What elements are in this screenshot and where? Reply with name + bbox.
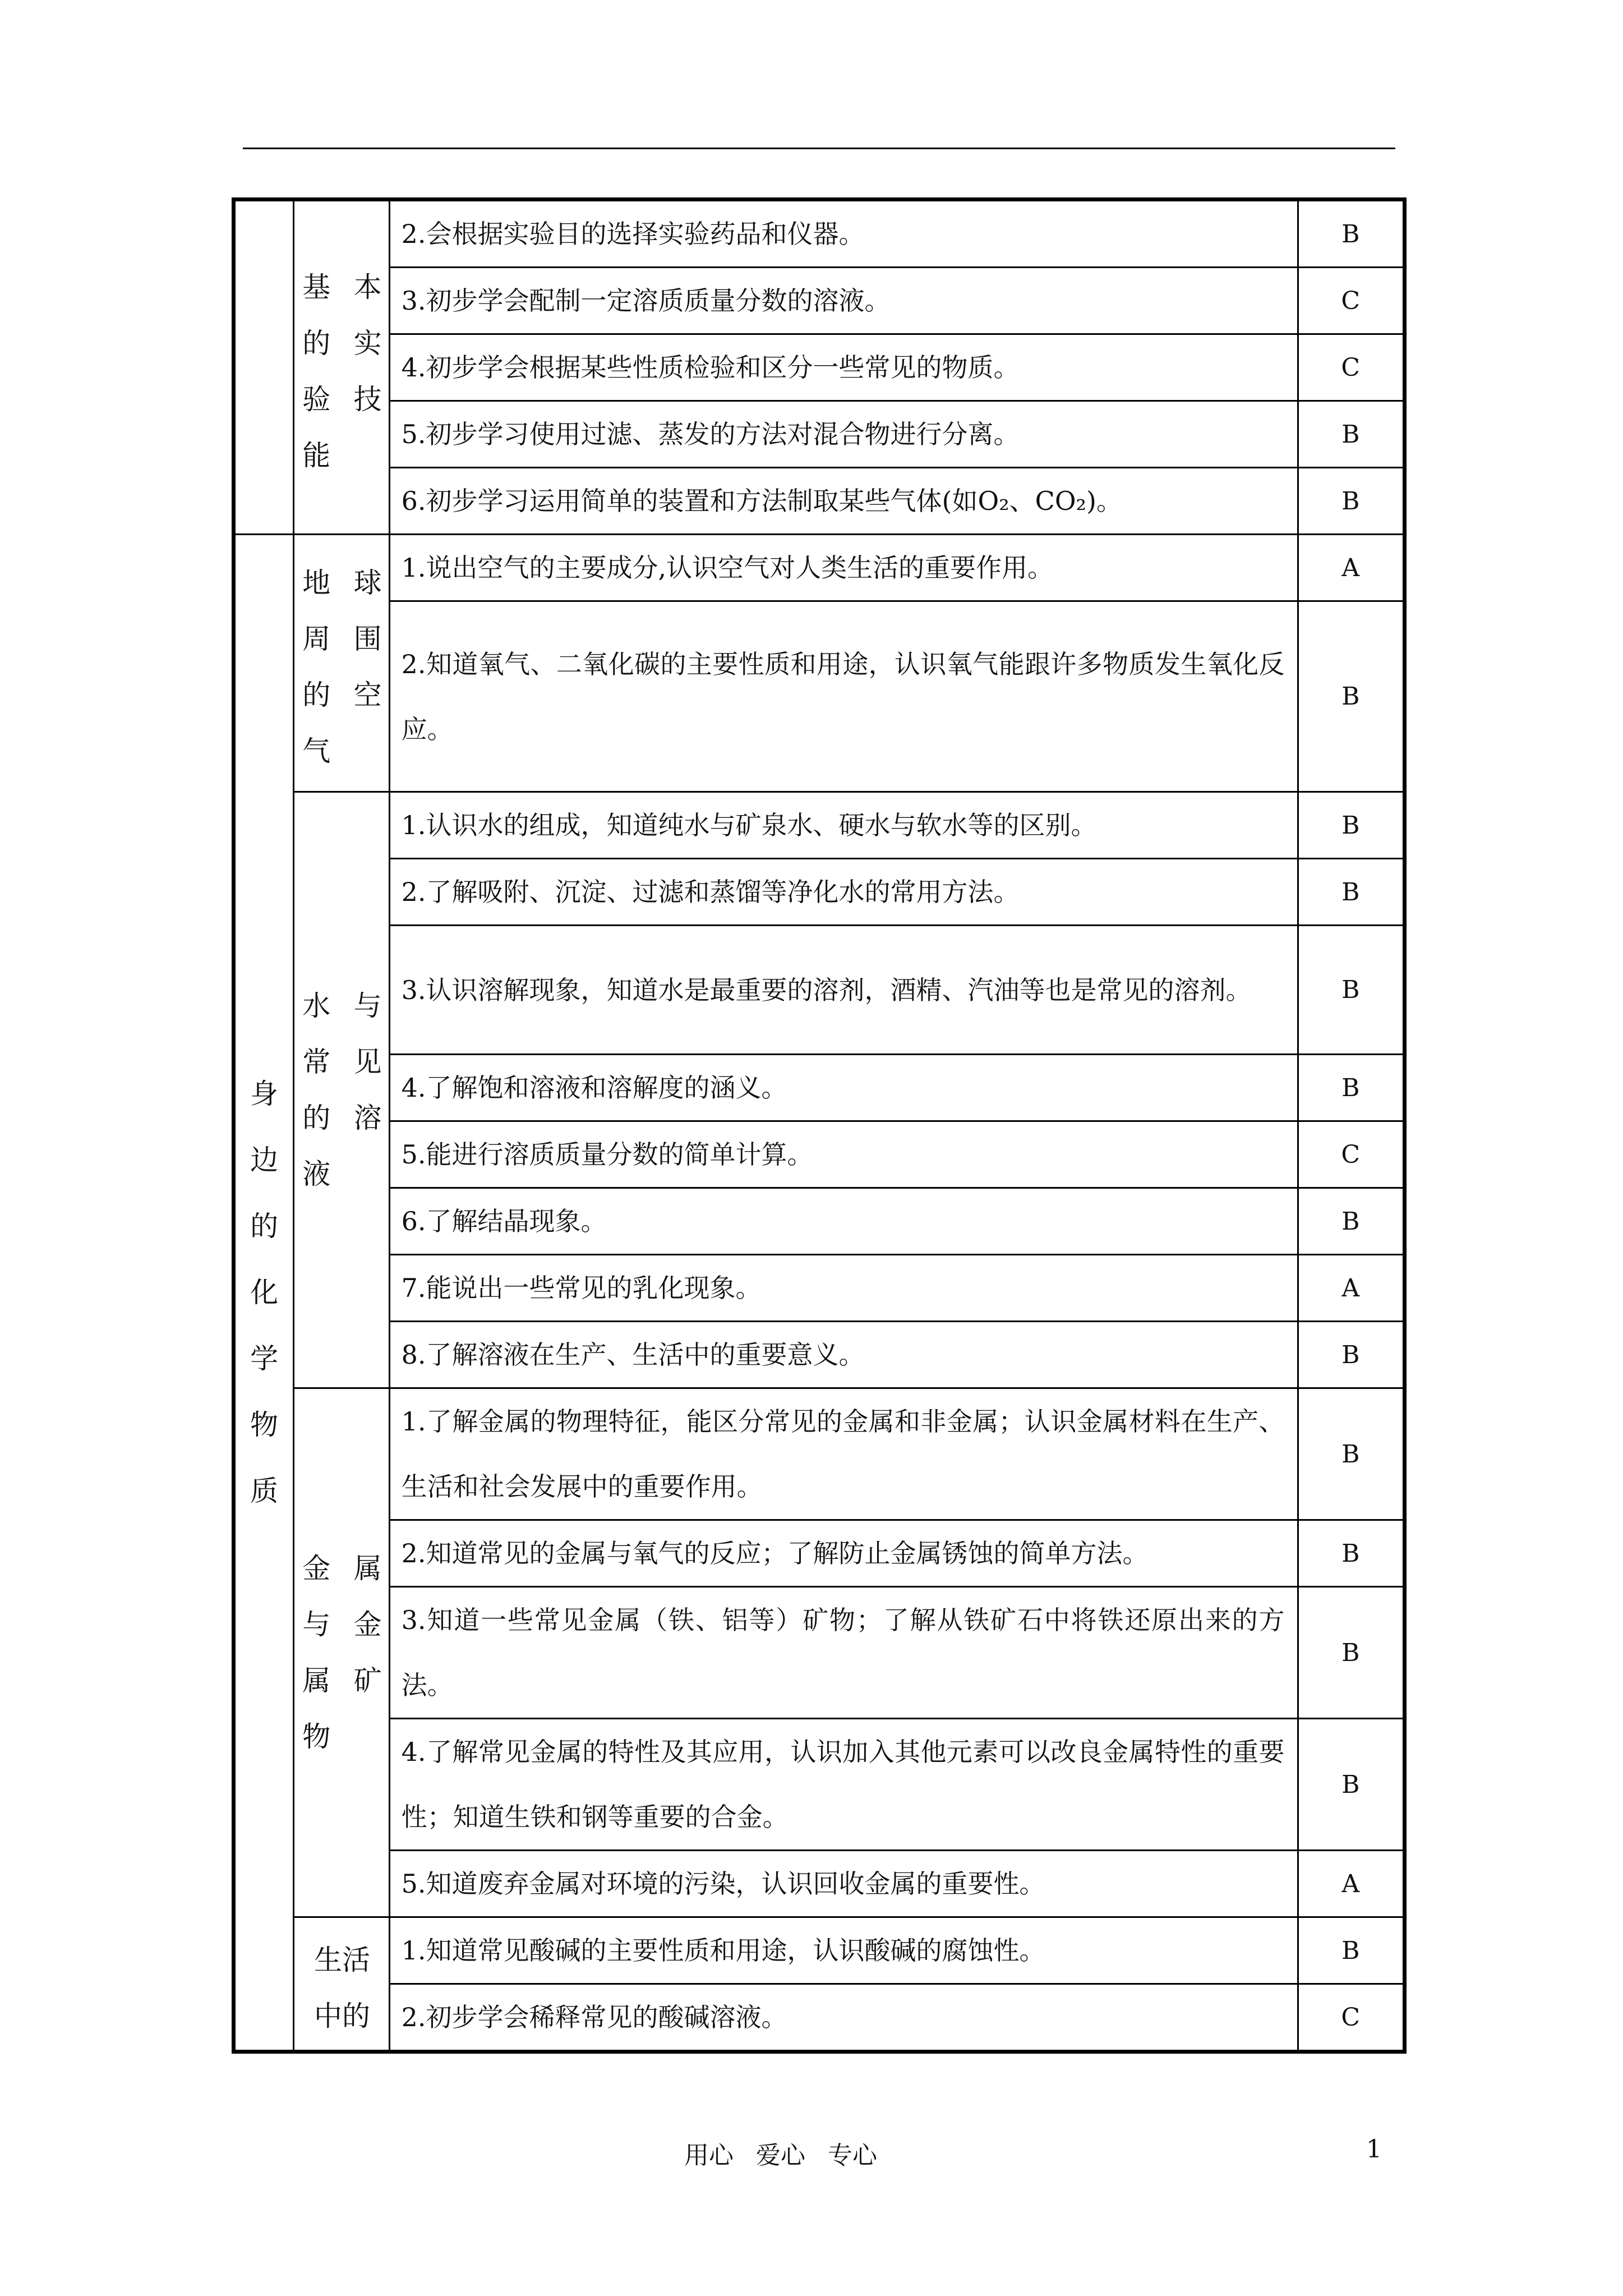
topic-char: 生活 bbox=[313, 1943, 370, 1976]
topic-char: 水 bbox=[302, 990, 331, 1022]
topic-char: 技 bbox=[353, 383, 382, 416]
level-badge: B bbox=[1298, 1917, 1404, 1984]
topic-char: 能 bbox=[302, 439, 331, 472]
requirement-text: 1.了解金属的物理特征，能区分常见的金属和非金属；认识金属材料在生产、生活和社会发展中的重要作用。 bbox=[389, 1388, 1298, 1520]
header-rule bbox=[243, 148, 1395, 149]
category-char: 化 bbox=[250, 1276, 279, 1309]
requirement-text: 8.了解溶液在生产、生活中的重要意义。 bbox=[389, 1322, 1298, 1388]
table-row bbox=[234, 792, 1405, 859]
level-badge: B bbox=[1298, 468, 1404, 535]
requirement-text: 5.能进行溶质质量分数的简单计算。 bbox=[389, 1121, 1298, 1188]
topic-char: 金 bbox=[302, 1552, 331, 1585]
topic-cell bbox=[294, 200, 389, 535]
topic-char: 验 bbox=[302, 383, 331, 416]
level-badge: B bbox=[1298, 926, 1404, 1055]
topic-char: 物 bbox=[302, 1720, 331, 1753]
page-number: 1 bbox=[1366, 2135, 1382, 2164]
topic-char: 液 bbox=[302, 1158, 331, 1190]
requirement-text: 3.初步学会配制一定溶质质量分数的溶液。 bbox=[389, 268, 1298, 334]
topic-char: 的 bbox=[302, 327, 331, 360]
topic-char: 空 bbox=[353, 679, 382, 711]
table-row bbox=[234, 1917, 1405, 1984]
level-badge: A bbox=[1298, 535, 1404, 601]
category-char: 质 bbox=[250, 1475, 279, 1507]
topic-char: 矿 bbox=[353, 1664, 382, 1697]
topic-label bbox=[302, 555, 381, 779]
table-row bbox=[234, 926, 1405, 1055]
level-badge: B bbox=[1298, 1587, 1404, 1719]
requirement-text: 1.认识水的组成，知道纯水与矿泉水、硬水与软水等的区别。 bbox=[389, 792, 1298, 859]
topic-char: 的 bbox=[302, 679, 331, 711]
topic-char: 周 bbox=[302, 623, 331, 655]
category-char: 身 bbox=[250, 1078, 279, 1110]
curriculum-standards-table bbox=[232, 197, 1407, 2054]
table-row bbox=[234, 1520, 1405, 1587]
table-row bbox=[234, 468, 1405, 535]
topic-char: 实 bbox=[353, 327, 382, 360]
level-badge: C bbox=[1298, 1121, 1404, 1188]
level-badge: B bbox=[1298, 859, 1404, 926]
requirement-text: 2.初步学会稀释常见的酸碱溶液。 bbox=[389, 1984, 1298, 2052]
topic-label bbox=[302, 259, 381, 484]
level-badge: B bbox=[1298, 1520, 1404, 1587]
level-badge: B bbox=[1298, 1055, 1404, 1121]
level-badge: B bbox=[1298, 1188, 1404, 1255]
table-row bbox=[234, 1188, 1405, 1255]
topic-char: 本 bbox=[353, 271, 382, 303]
topic-cell bbox=[294, 535, 389, 792]
footer-word: 专心 bbox=[828, 2141, 877, 2170]
topic-char: 球 bbox=[353, 567, 382, 599]
category-cell bbox=[234, 535, 294, 2052]
level-badge: B bbox=[1298, 401, 1404, 468]
footer-word: 用心 bbox=[684, 2141, 734, 2170]
requirement-text: 4.了解饱和溶液和溶解度的涵义。 bbox=[389, 1055, 1298, 1121]
footer-motto bbox=[684, 2135, 877, 2171]
topic-char: 金 bbox=[353, 1608, 382, 1641]
requirement-text: 5.知道废弃金属对环境的污染，认识回收金属的重要性。 bbox=[389, 1851, 1298, 1917]
topic-char: 溶 bbox=[353, 1102, 382, 1134]
footer-word: 爱心 bbox=[756, 2141, 805, 2170]
requirement-text: 5.初步学习使用过滤、蒸发的方法对混合物进行分离。 bbox=[389, 401, 1298, 468]
level-badge: B bbox=[1298, 1322, 1404, 1388]
topic-char: 气 bbox=[302, 735, 331, 767]
requirement-text: 3.认识溶解现象，知道水是最重要的溶剂，酒精、汽油等也是常见的溶剂。 bbox=[389, 926, 1298, 1055]
table-row bbox=[234, 1255, 1405, 1322]
topic-char: 中的 bbox=[313, 1999, 370, 2032]
topic-char: 的 bbox=[302, 1102, 331, 1134]
table-row bbox=[234, 1984, 1405, 2052]
topic-char: 属 bbox=[353, 1552, 382, 1585]
level-badge: A bbox=[1298, 1851, 1404, 1917]
category-char: 学 bbox=[250, 1342, 279, 1375]
topic-char: 与 bbox=[353, 990, 382, 1022]
table-row bbox=[234, 535, 1405, 601]
table-row bbox=[234, 859, 1405, 926]
requirement-text: 6.初步学习运用简单的装置和方法制取某些气体(如O₂、CO₂)。 bbox=[389, 468, 1298, 535]
table-row bbox=[234, 1587, 1405, 1719]
table-row bbox=[234, 1719, 1405, 1851]
requirement-text: 7.能说出一些常见的乳化现象。 bbox=[389, 1255, 1298, 1322]
topic-char: 见 bbox=[353, 1046, 382, 1078]
level-badge: B bbox=[1298, 601, 1404, 792]
level-badge: B bbox=[1298, 1388, 1404, 1520]
topic-cell bbox=[294, 1917, 389, 2052]
topic-char: 围 bbox=[353, 623, 382, 655]
level-badge: A bbox=[1298, 1255, 1404, 1322]
level-badge: B bbox=[1298, 200, 1404, 268]
requirement-text: 2.知道氧气、二氧化碳的主要性质和用途，认识氧气能跟许多物质发生氧化反应。 bbox=[389, 601, 1298, 792]
table-row bbox=[234, 1851, 1405, 1917]
table-row bbox=[234, 1388, 1405, 1520]
category-char: 边 bbox=[250, 1144, 279, 1176]
topic-cell bbox=[294, 792, 389, 1388]
topic-char: 属 bbox=[302, 1664, 331, 1697]
table-row bbox=[234, 1121, 1405, 1188]
requirement-text: 2.会根据实验目的选择实验药品和仪器。 bbox=[389, 200, 1298, 268]
topic-label bbox=[302, 978, 381, 1202]
category-char: 物 bbox=[250, 1409, 279, 1441]
table-row bbox=[234, 1322, 1405, 1388]
level-badge: C bbox=[1298, 1984, 1404, 2052]
requirement-text: 2.了解吸附、沉淀、过滤和蒸馏等净化水的常用方法。 bbox=[389, 859, 1298, 926]
table-row bbox=[234, 200, 1405, 268]
table-row bbox=[234, 268, 1405, 334]
topic-label bbox=[302, 1932, 381, 2044]
topic-char: 基 bbox=[302, 271, 331, 303]
topic-label bbox=[302, 1540, 381, 1765]
level-badge: C bbox=[1298, 334, 1404, 401]
topic-char: 常 bbox=[302, 1046, 331, 1078]
requirement-text: 6.了解结晶现象。 bbox=[389, 1188, 1298, 1255]
topic-cell bbox=[294, 1388, 389, 1917]
topic-char: 与 bbox=[302, 1608, 331, 1641]
table-row bbox=[234, 1055, 1405, 1121]
table-row bbox=[234, 334, 1405, 401]
requirement-text: 1.说出空气的主要成分,认识空气对人类生活的重要作用。 bbox=[389, 535, 1298, 601]
requirement-text: 1.知道常见酸碱的主要性质和用途，认识酸碱的腐蚀性。 bbox=[389, 1917, 1298, 1984]
level-badge: C bbox=[1298, 268, 1404, 334]
table-row bbox=[234, 401, 1405, 468]
topic-char: 地 bbox=[302, 567, 331, 599]
requirement-text: 4.初步学会根据某些性质检验和区分一些常见的物质。 bbox=[389, 334, 1298, 401]
category-char: 的 bbox=[250, 1210, 279, 1243]
level-badge: B bbox=[1298, 792, 1404, 859]
requirement-text: 3.知道一些常见金属（铁、铝等）矿物；了解从铁矿石中将铁还原出来的方法。 bbox=[389, 1587, 1298, 1719]
table-row bbox=[234, 601, 1405, 792]
category-cell bbox=[234, 200, 294, 535]
level-badge: B bbox=[1298, 1719, 1404, 1851]
requirement-text: 2.知道常见的金属与氧气的反应；了解防止金属锈蚀的简单方法。 bbox=[389, 1520, 1298, 1587]
requirement-text: 4.了解常见金属的特性及其应用，认识加入其他元素可以改良金属特性的重要性；知道生铁和钢等重要的合金。 bbox=[389, 1719, 1298, 1851]
